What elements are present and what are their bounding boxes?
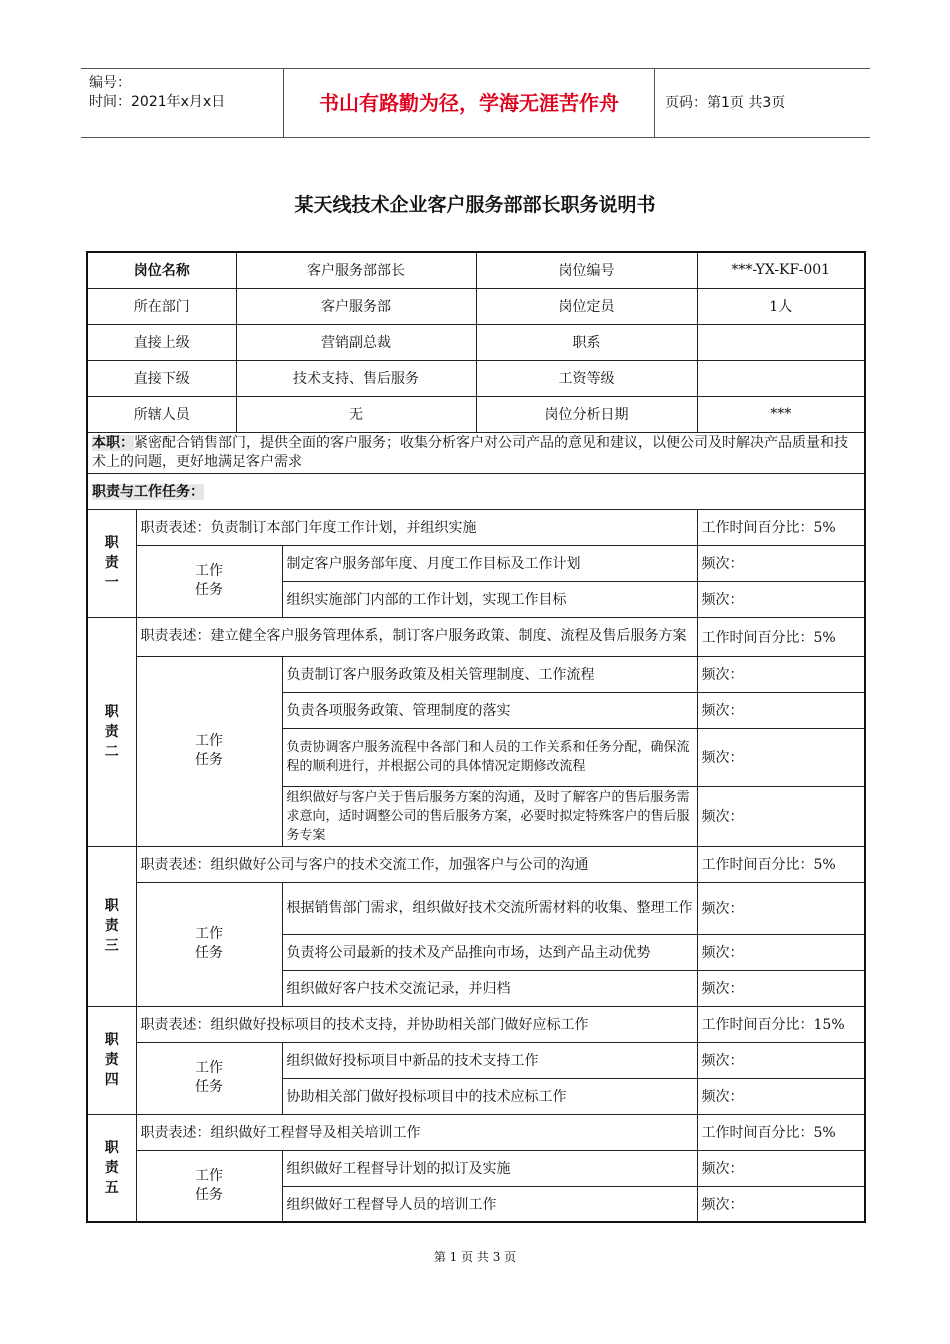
duty-statement-row: [87, 846, 865, 882]
info-row: [87, 252, 865, 288]
series: [697, 324, 865, 360]
staff: 无: [236, 396, 476, 432]
dept: 客户服务部: [236, 288, 476, 324]
duty-statement: 职责表述：负责制订本部门年度工作计划，并组织实施: [136, 509, 697, 545]
task-text: 负责各项服务政策、管理制度的落实: [282, 692, 697, 728]
tasks-heading-row: [87, 473, 865, 509]
task-row: [87, 545, 865, 581]
duty-main-row: [87, 432, 865, 473]
position-name: 客户服务部部长: [236, 252, 476, 288]
duty-statement: 职责表述：组织做好投标项目的技术支持，并协助相关部门做好应标工作: [136, 1006, 697, 1042]
position-code: ***-YX-KF-001: [697, 252, 865, 288]
page-footer: 第 1 页 共 3 页: [433, 1250, 517, 1264]
task-row: [87, 1150, 865, 1186]
task-label: 工作任务: [136, 545, 282, 617]
quota: 1人: [697, 288, 865, 324]
task-row: [87, 656, 865, 692]
task-text: 根据销售部门需求，组织做好技术交流所需材料的收集、整理工作: [282, 882, 697, 934]
task-freq: 频次：: [697, 934, 865, 970]
duty-time-pct: 工作时间百分比：5%: [697, 617, 865, 656]
duty-name-text: 职责四: [104, 1032, 119, 1088]
task-freq: 频次：: [697, 692, 865, 728]
task-freq: 频次：: [697, 786, 865, 846]
series-label: 职系: [476, 324, 697, 360]
task-text: 负责制订客户服务政策及相关管理制度、工作流程: [282, 656, 697, 692]
task-freq: 频次：: [697, 656, 865, 692]
task-freq: 频次：: [697, 581, 865, 617]
grade-label: 工资等级: [476, 360, 697, 396]
dept-label: 所在部门: [87, 288, 236, 324]
analysis-date-label: 岗位分析日期: [476, 396, 697, 432]
duty-name: [87, 1006, 136, 1114]
duty-name: [87, 846, 136, 1006]
duty-time-pct: 工作时间百分比：5%: [697, 1114, 865, 1150]
task-freq: 频次：: [697, 882, 865, 934]
task-label: 工作任务: [136, 882, 282, 1006]
info-row: [87, 360, 865, 396]
task-freq: 频次：: [697, 1042, 865, 1078]
duty-time-pct: 工作时间百分比：5%: [697, 846, 865, 882]
grade: [697, 360, 865, 396]
info-row: [87, 396, 865, 432]
task-text: 制定客户服务部年度、月度工作目标及工作计划: [282, 545, 697, 581]
task-text: 组织做好投标项目中新品的技术支持工作: [282, 1042, 697, 1078]
task-freq: 频次：: [697, 1150, 865, 1186]
duty-statement: 职责表述：组织做好工程督导及相关培训工作: [136, 1114, 697, 1150]
task-text: 负责协调客户服务流程中各部门和人员的工作关系和任务分配，确保流程的顺利进行，并根据公司的具体情况定期修改流程: [282, 728, 697, 786]
header-page-cell: [654, 69, 870, 137]
subordinate: 技术支持、售后服务: [236, 360, 476, 396]
task-text: 组织做好工程督导人员的培训工作: [282, 1186, 697, 1222]
duty-main-label: 本职：: [92, 434, 134, 451]
task-row: [87, 882, 865, 934]
duty-time-pct: 工作时间百分比：15%: [697, 1006, 865, 1042]
task-text: 组织做好工程督导计划的拟订及实施: [282, 1150, 697, 1186]
tasks-heading-cell: [87, 473, 865, 509]
duty-statement: 职责表述：建立健全客户服务管理体系，制订客户服务政策、制度、流程及售后服务方案: [136, 617, 697, 656]
superior-label: 直接上级: [87, 324, 236, 360]
position-name-label: 岗位名称: [87, 252, 236, 288]
task-text: 协助相关部门做好投标项目中的技术应标工作: [282, 1078, 697, 1114]
superior: 营销副总裁: [236, 324, 476, 360]
tasks-heading: 职责与工作任务：: [92, 484, 204, 500]
info-row: [87, 324, 865, 360]
quota-label: 岗位定员: [476, 288, 697, 324]
task-freq: 频次：: [697, 728, 865, 786]
duty-name-text: 职责二: [104, 703, 119, 760]
duty-time-pct: 工作时间百分比：5%: [697, 509, 865, 545]
task-text: 组织做好客户技术交流记录，并归档: [282, 970, 697, 1006]
staff-label: 所辖人员: [87, 396, 236, 432]
duty-statement-row: [87, 1114, 865, 1150]
duty-name-text: 职责一: [104, 535, 119, 591]
analysis-date: ***: [697, 396, 865, 432]
duty-main: [87, 432, 865, 473]
duty-name: [87, 617, 136, 846]
task-text: 组织做好与客户关于售后服务方案的沟通，及时了解客户的售后服务需求意向，适时调整公司的售后服务方案，必要时拟定特殊客户的售后服务专案: [282, 786, 697, 846]
document-title: 某天线技术企业客户服务部部长职务说明书: [294, 194, 656, 216]
task-label: 工作任务: [136, 1042, 282, 1114]
page-label: 页码：第1页 共3页: [665, 95, 786, 111]
info-row: [87, 288, 865, 324]
subordinate-label: 直接下级: [87, 360, 236, 396]
duty-name: [87, 1114, 136, 1222]
duty-statement: 职责表述：组织做好公司与客户的技术交流工作，加强客户与公司的沟通: [136, 846, 697, 882]
task-freq: 频次：: [697, 545, 865, 581]
task-label: 工作任务: [136, 1150, 282, 1222]
motto: 书山有路勤为径，学海无涯苦作舟: [319, 91, 619, 115]
time-label: 时间：2021年x月x日: [89, 94, 226, 110]
duty-statement-row: [87, 1006, 865, 1042]
position-code-label: 岗位编号: [476, 252, 697, 288]
duty-statement-row: [87, 509, 865, 545]
number-label: 编号：: [89, 75, 131, 91]
duty-main-text: 紧密配合销售部门，提供全面的客户服务；收集分析客户对公司产品的意见和建议，以便公司及时解决产品质量和技术上的问题，更好地满足客户需求: [92, 434, 848, 470]
duty-name-text: 职责三: [104, 898, 119, 954]
task-text: 负责将公司最新的技术及产品推向市场，达到产品主动优势: [282, 934, 697, 970]
job-description-table: [86, 251, 866, 1223]
task-freq: 频次：: [697, 970, 865, 1006]
duty-statement-row: [87, 617, 865, 656]
page-header: [81, 68, 870, 138]
task-row: [87, 1042, 865, 1078]
duty-name: [87, 509, 136, 617]
duty-name-text: 职责五: [104, 1139, 119, 1196]
header-meta: [81, 69, 283, 137]
header-motto-cell: [283, 69, 655, 137]
task-freq: 频次：: [697, 1078, 865, 1114]
task-freq: 频次：: [697, 1186, 865, 1222]
task-text: 组织实施部门内部的工作计划，实现工作目标: [282, 581, 697, 617]
task-label: 工作任务: [136, 656, 282, 846]
